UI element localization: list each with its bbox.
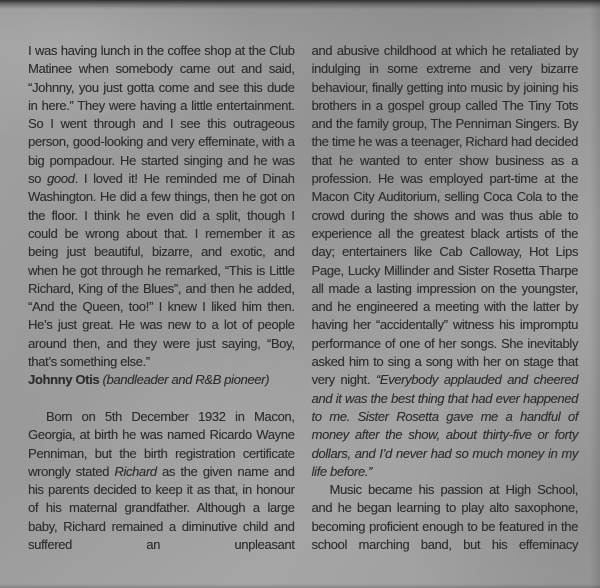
text-segment-italic: (bandleader and R&B pioneer)	[102, 372, 270, 388]
text-segment-normal: and abusive childhood at which he retaliated by indulging in some extreme and very bizarre behaviour, finally getting into music by joining his brothers in a gospel group called The Tiny Tots and the family group, The Penniman Singers. By the time he was a teenager, Richard had decided that he wanted to enter show business as a profession. He was employed part-time at the Macon City Auditorium, selling Coca Cola to the crowd during the shows and was thus able to experience all the greatest black artists of the day; entertainers like Cab Calloway, Hot Lips Page, Lucky Millinder and Sister Rosetta Tharpe all made a lasting impression on the youngster, and he engineered a meeting with the latter by having her “accidentally” witness his impromptu performance of one of her songs. She inevitably asked him to sing a song with her on stage that very night.	[311, 43, 578, 388]
text-segment-italic: good	[47, 171, 75, 187]
paragraph	[28, 408, 295, 554]
text-column-right	[312, 42, 579, 554]
text-column-left	[28, 42, 295, 554]
text-segment-bold: Johnny Otis	[28, 372, 103, 388]
scan-edge-bottom	[0, 584, 600, 588]
paragraph	[312, 42, 579, 481]
paragraph	[28, 42, 295, 371]
scan-edge-right	[590, 0, 600, 588]
text-columns	[28, 42, 578, 554]
attribution-line	[28, 371, 295, 389]
scan-edge-top	[0, 0, 600, 9]
text-segment-normal: I was having lunch in the coffee shop at the Club Matinee when somebody came out and said, “Johnny, you just gotta come and see this dude in here.” They were having a little entertainment. So I went through and I see this outrageous person, good-looking and very effeminate, with a big pompadour. He started singing and he was so	[28, 43, 295, 187]
text-segment-normal: Born on 5th December 1932 in Macon, Georgia, at birth he was named Ricardo Wayne Penniman, but the birth registration certificate wrongly stated	[28, 408, 295, 479]
text-segment-italic: “Everybody applauded and cheered and it was the best thing that had ever happened to me. Sister Rosetta gave me a handful of money after the show, about thirty-five or forty dollars, and I’d never had so much money in my life before.”	[311, 372, 578, 479]
text-segment-normal: as the given name and his parents decided to keep it as that, in honour of his maternal grandfather. Although a large baby, Richard remained a diminutive child and suffered an unpleasant	[28, 463, 295, 553]
paragraph	[312, 481, 579, 554]
text-segment-normal: Music became his passion at High School, and he began learning to play alto saxophone, becoming proficient enough to be featured in the school marching band, but his effeminacy	[311, 482, 578, 553]
text-segment-normal: . I loved it! He reminded me of Dinah Washington. He did a few things, then he got on the floor. I think he even did a split, though I could be wrong about that. I remember it as being just beautiful, bizarre, and exotic, and when he got through he remarked, “This is Little Richard, King of the Blues”, and then he added, “And the Queen, too!” I knew I liked him then. He’s just great. He was new to a lot of people around then, and they were just saying, “Boy, that’s something else.”	[28, 171, 295, 370]
text-segment-italic: Richard	[114, 463, 157, 479]
